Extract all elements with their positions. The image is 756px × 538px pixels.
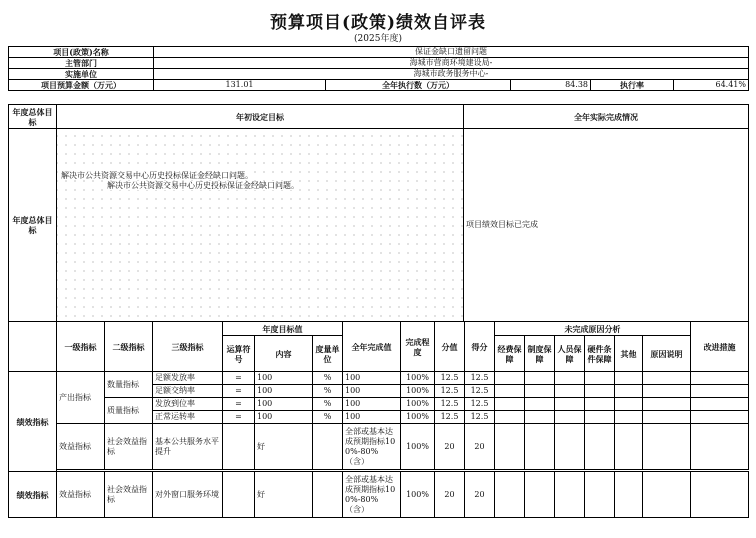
row-op: = bbox=[223, 372, 255, 385]
row-unit: % bbox=[313, 411, 343, 424]
row-content: 100 bbox=[255, 372, 313, 385]
hdr-reason-desc: 原因说明 bbox=[643, 336, 691, 372]
benefit-l3: 基本公共服务水平提升 bbox=[153, 424, 223, 470]
annual-goal-table bbox=[8, 104, 749, 322]
row-score: 12.5 bbox=[435, 398, 465, 411]
hdr-reason-staff: 人员保障 bbox=[555, 336, 585, 372]
hdr-content: 内容 bbox=[255, 336, 313, 372]
row-actual: 100 bbox=[343, 372, 401, 385]
row-score: 12.5 bbox=[435, 385, 465, 398]
row-unit: % bbox=[313, 398, 343, 411]
goal-plan-text bbox=[57, 129, 464, 322]
hdr-score: 分值 bbox=[435, 322, 465, 372]
dept-label: 主管部门 bbox=[9, 58, 154, 69]
hdr-level3: 三级指标 bbox=[153, 322, 223, 372]
row-got: 12.5 bbox=[465, 372, 495, 385]
row-degree: 100% bbox=[401, 411, 435, 424]
project-info-table bbox=[8, 46, 749, 91]
goal-plan-line-2: 解决市公共资源交易中心历史投标保证金经缺口问题。 bbox=[107, 181, 299, 190]
goal-side-label: 年度总体目标 bbox=[9, 129, 57, 322]
row-got: 12.5 bbox=[465, 385, 495, 398]
unit-value: 海城市政务服务中心- bbox=[154, 69, 749, 80]
benefit-score: 20 bbox=[435, 424, 465, 470]
project-name-value: 保证金缺口遗留问题 bbox=[154, 47, 749, 58]
dept-value: 海城市营商环境建设局- bbox=[154, 58, 749, 69]
hdr-level1: 一级指标 bbox=[57, 322, 105, 372]
row-op: = bbox=[223, 411, 255, 424]
benefit2-l3: 对外窗口服务环境 bbox=[153, 472, 223, 518]
benefit-got: 20 bbox=[465, 424, 495, 470]
budget-value: 131.01 bbox=[154, 80, 326, 91]
hdr-got: 得分 bbox=[465, 322, 495, 372]
hdr-actual: 全年完成值 bbox=[343, 322, 401, 372]
row-content: 100 bbox=[255, 411, 313, 424]
goal-actual-header: 全年实际完成情况 bbox=[464, 105, 749, 129]
rate-label: 执行率 bbox=[591, 80, 674, 91]
hdr-target-group: 年度目标值 bbox=[223, 322, 343, 336]
hdr-unit: 度量单位 bbox=[313, 336, 343, 372]
budget-label: 项目预算金额（万元） bbox=[9, 80, 154, 91]
benefit2-actual: 全部或基本达成预期指标100%-80%（含） bbox=[343, 472, 401, 518]
benefit-content: 好 bbox=[255, 424, 313, 470]
quantity-label: 数量指标 bbox=[105, 372, 153, 398]
benefit2-degree: 100% bbox=[401, 472, 435, 518]
social-benefit-label: 社会效益指标 bbox=[105, 424, 153, 470]
row-op: = bbox=[223, 398, 255, 411]
perf-corner bbox=[9, 322, 57, 372]
row-unit: % bbox=[313, 385, 343, 398]
hdr-measure: 改进措施 bbox=[691, 322, 749, 372]
section-label: 绩效指标 bbox=[9, 372, 57, 472]
row-content: 100 bbox=[255, 398, 313, 411]
section2-label: 绩效指标 bbox=[9, 472, 57, 518]
performance-indicator-table bbox=[8, 321, 749, 518]
benefit2-label: 效益指标 bbox=[57, 472, 105, 518]
row-actual: 100 bbox=[343, 385, 401, 398]
benefit2-got: 20 bbox=[465, 472, 495, 518]
row-content: 100 bbox=[255, 385, 313, 398]
row-actual: 100 bbox=[343, 411, 401, 424]
row-got: 12.5 bbox=[465, 411, 495, 424]
row-degree: 100% bbox=[401, 372, 435, 385]
hdr-reason-other: 其他 bbox=[615, 336, 643, 372]
benefit2-content: 好 bbox=[255, 472, 313, 518]
benefit-actual: 全部或基本达成预期指标100%-80%（含） bbox=[343, 424, 401, 470]
social-benefit2-label: 社会效益指标 bbox=[105, 472, 153, 518]
exec-label: 全年执行数（万元） bbox=[326, 80, 511, 91]
benefit2-score: 20 bbox=[435, 472, 465, 518]
hdr-reason-group: 未完成原因分析 bbox=[495, 322, 691, 336]
hdr-reason-hardware: 硬件条件保障 bbox=[585, 336, 615, 372]
hdr-degree: 完成程度 bbox=[401, 322, 435, 372]
unit-label: 实施单位 bbox=[9, 69, 154, 80]
row-l3: 正常运转率 bbox=[153, 411, 223, 424]
goal-actual-text: 项目绩效目标已完成 bbox=[464, 129, 749, 322]
hdr-level2: 二级指标 bbox=[105, 322, 153, 372]
exec-value: 84.38 bbox=[511, 80, 591, 91]
row-degree: 100% bbox=[401, 385, 435, 398]
hdr-op: 运算符号 bbox=[223, 336, 255, 372]
benefit-degree: 100% bbox=[401, 424, 435, 470]
row-score: 12.5 bbox=[435, 372, 465, 385]
quality-label: 质量指标 bbox=[105, 398, 153, 424]
row-l3: 足额交纳率 bbox=[153, 385, 223, 398]
row-unit: % bbox=[313, 372, 343, 385]
form-subtitle: (2025年度) bbox=[354, 34, 402, 44]
row-score: 12.5 bbox=[435, 411, 465, 424]
hdr-reason-system: 制度保障 bbox=[525, 336, 555, 372]
row-actual: 100 bbox=[343, 398, 401, 411]
row-degree: 100% bbox=[401, 398, 435, 411]
row-l3: 足额发放率 bbox=[153, 372, 223, 385]
form-title: 预算项目(政策)绩效自评表 bbox=[269, 13, 487, 33]
row-got: 12.5 bbox=[465, 398, 495, 411]
project-name-label: 项目(政策)名称 bbox=[9, 47, 154, 58]
benefit-label: 效益指标 bbox=[57, 424, 105, 470]
row-l3: 发放到位率 bbox=[153, 398, 223, 411]
goal-row-label: 年度总体目标 bbox=[9, 105, 57, 129]
goal-plan-header: 年初设定目标 bbox=[57, 105, 464, 129]
row-op: = bbox=[223, 385, 255, 398]
goal-plan-line-1: 解决市公共资源交易中心历史投标保证金经缺口问题。 bbox=[61, 171, 253, 180]
output-label: 产出指标 bbox=[57, 372, 105, 424]
hdr-reason-funding: 经费保障 bbox=[495, 336, 525, 372]
rate-value: 64.41% bbox=[674, 80, 749, 91]
